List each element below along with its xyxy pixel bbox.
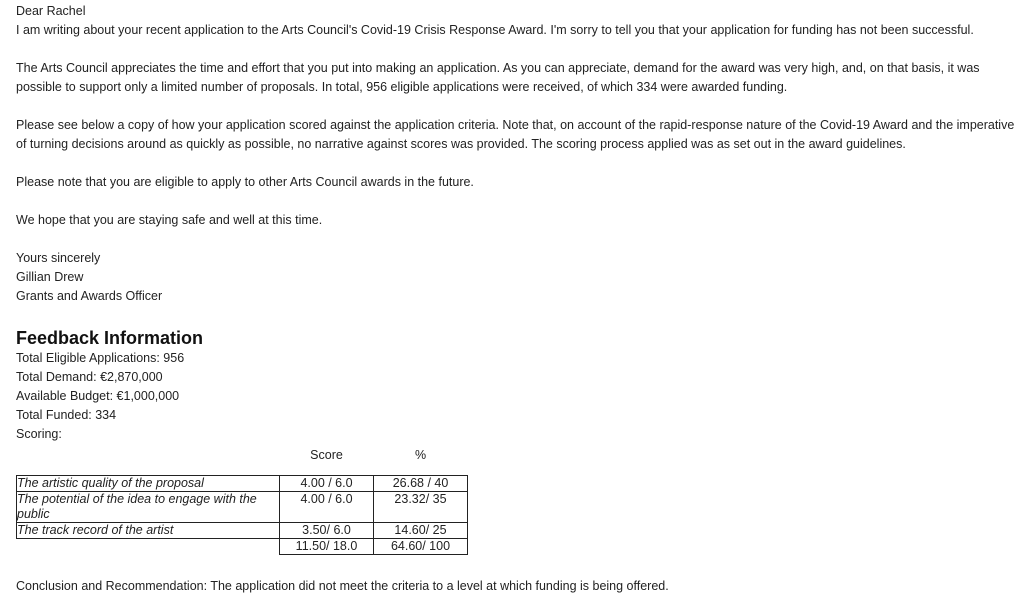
- header-percent: %: [414, 448, 427, 462]
- table-row: [17, 492, 468, 523]
- paragraph-scoring: Please see below a copy of how your application scored against the application criteria. Note that, on account of the rapid-response nature of the Covid-19 Award and the imperative of turning decisions around as quickly as possible, no narrative against scores was provided. The scoring process applied was as set out in the award guidelines.: [16, 118, 1015, 151]
- feedback-line-eligible: Total Eligible Applications: 956: [16, 351, 185, 365]
- paragraph-demand: The Arts Council appreciates the time and effort that you put into making an application. As you can appreciate, demand for the award was very high, and, on that basis, it was possible to support only a limited number of proposals. In total, 956 eligible applications were received, of which 334 were awarded funding.: [16, 61, 980, 94]
- table-total-row: [17, 539, 468, 555]
- salutation: Dear Rachel: [16, 4, 86, 18]
- feedback-line-demand: Total Demand: €2,870,000: [16, 370, 163, 384]
- percent-cell: 14.60/ 25: [374, 523, 468, 539]
- total-blank: [17, 539, 280, 555]
- criterion-cell: The track record of the artist: [17, 523, 280, 539]
- paragraph-wellbeing: We hope that you are staying safe and well at this time.: [16, 213, 323, 227]
- feedback-heading: Feedback Information: [16, 328, 204, 348]
- feedback-section: [16, 327, 1015, 555]
- table-row: [17, 523, 468, 539]
- score-table-header: [17, 448, 468, 476]
- signature-block: [16, 249, 1015, 306]
- score-table: [16, 448, 468, 555]
- percent-cell: 26.68 / 40: [374, 476, 468, 492]
- total-percent-cell: 64.60/ 100: [374, 539, 468, 555]
- conclusion: Conclusion and Recommendation: The application did not meet the criteria to a level at which funding is being offered.: [16, 579, 669, 593]
- header-score: Score: [310, 448, 343, 462]
- total-score-cell: 11.50/ 18.0: [280, 539, 374, 555]
- closing: Yours sincerely: [16, 251, 101, 265]
- feedback-line-budget: Available Budget: €1,000,000: [16, 389, 180, 403]
- paragraph-outcome: I am writing about your recent application to the Arts Council's Covid-19 Crisis Response Award. I'm sorry to tell you that your application for funding has not been successful.: [16, 23, 974, 37]
- score-cell: 3.50/ 6.0: [280, 523, 374, 539]
- feedback-line-scoring: Scoring:: [16, 427, 62, 441]
- criterion-cell: The potential of the idea to engage with the public: [17, 492, 280, 523]
- paragraph-eligibility: Please note that you are eligible to apply to other Arts Council awards in the future.: [16, 175, 474, 189]
- signer-title: Grants and Awards Officer: [16, 289, 163, 303]
- header-blank: [17, 448, 280, 476]
- score-cell: 4.00 / 6.0: [280, 476, 374, 492]
- criterion-cell: The artistic quality of the proposal: [17, 476, 280, 492]
- table-row: [17, 476, 468, 492]
- feedback-line-funded: Total Funded: 334: [16, 408, 117, 422]
- signer-name: Gillian Drew: [16, 270, 84, 284]
- score-cell: 4.00 / 6.0: [280, 492, 374, 523]
- percent-cell: 23.32/ 35: [374, 492, 468, 523]
